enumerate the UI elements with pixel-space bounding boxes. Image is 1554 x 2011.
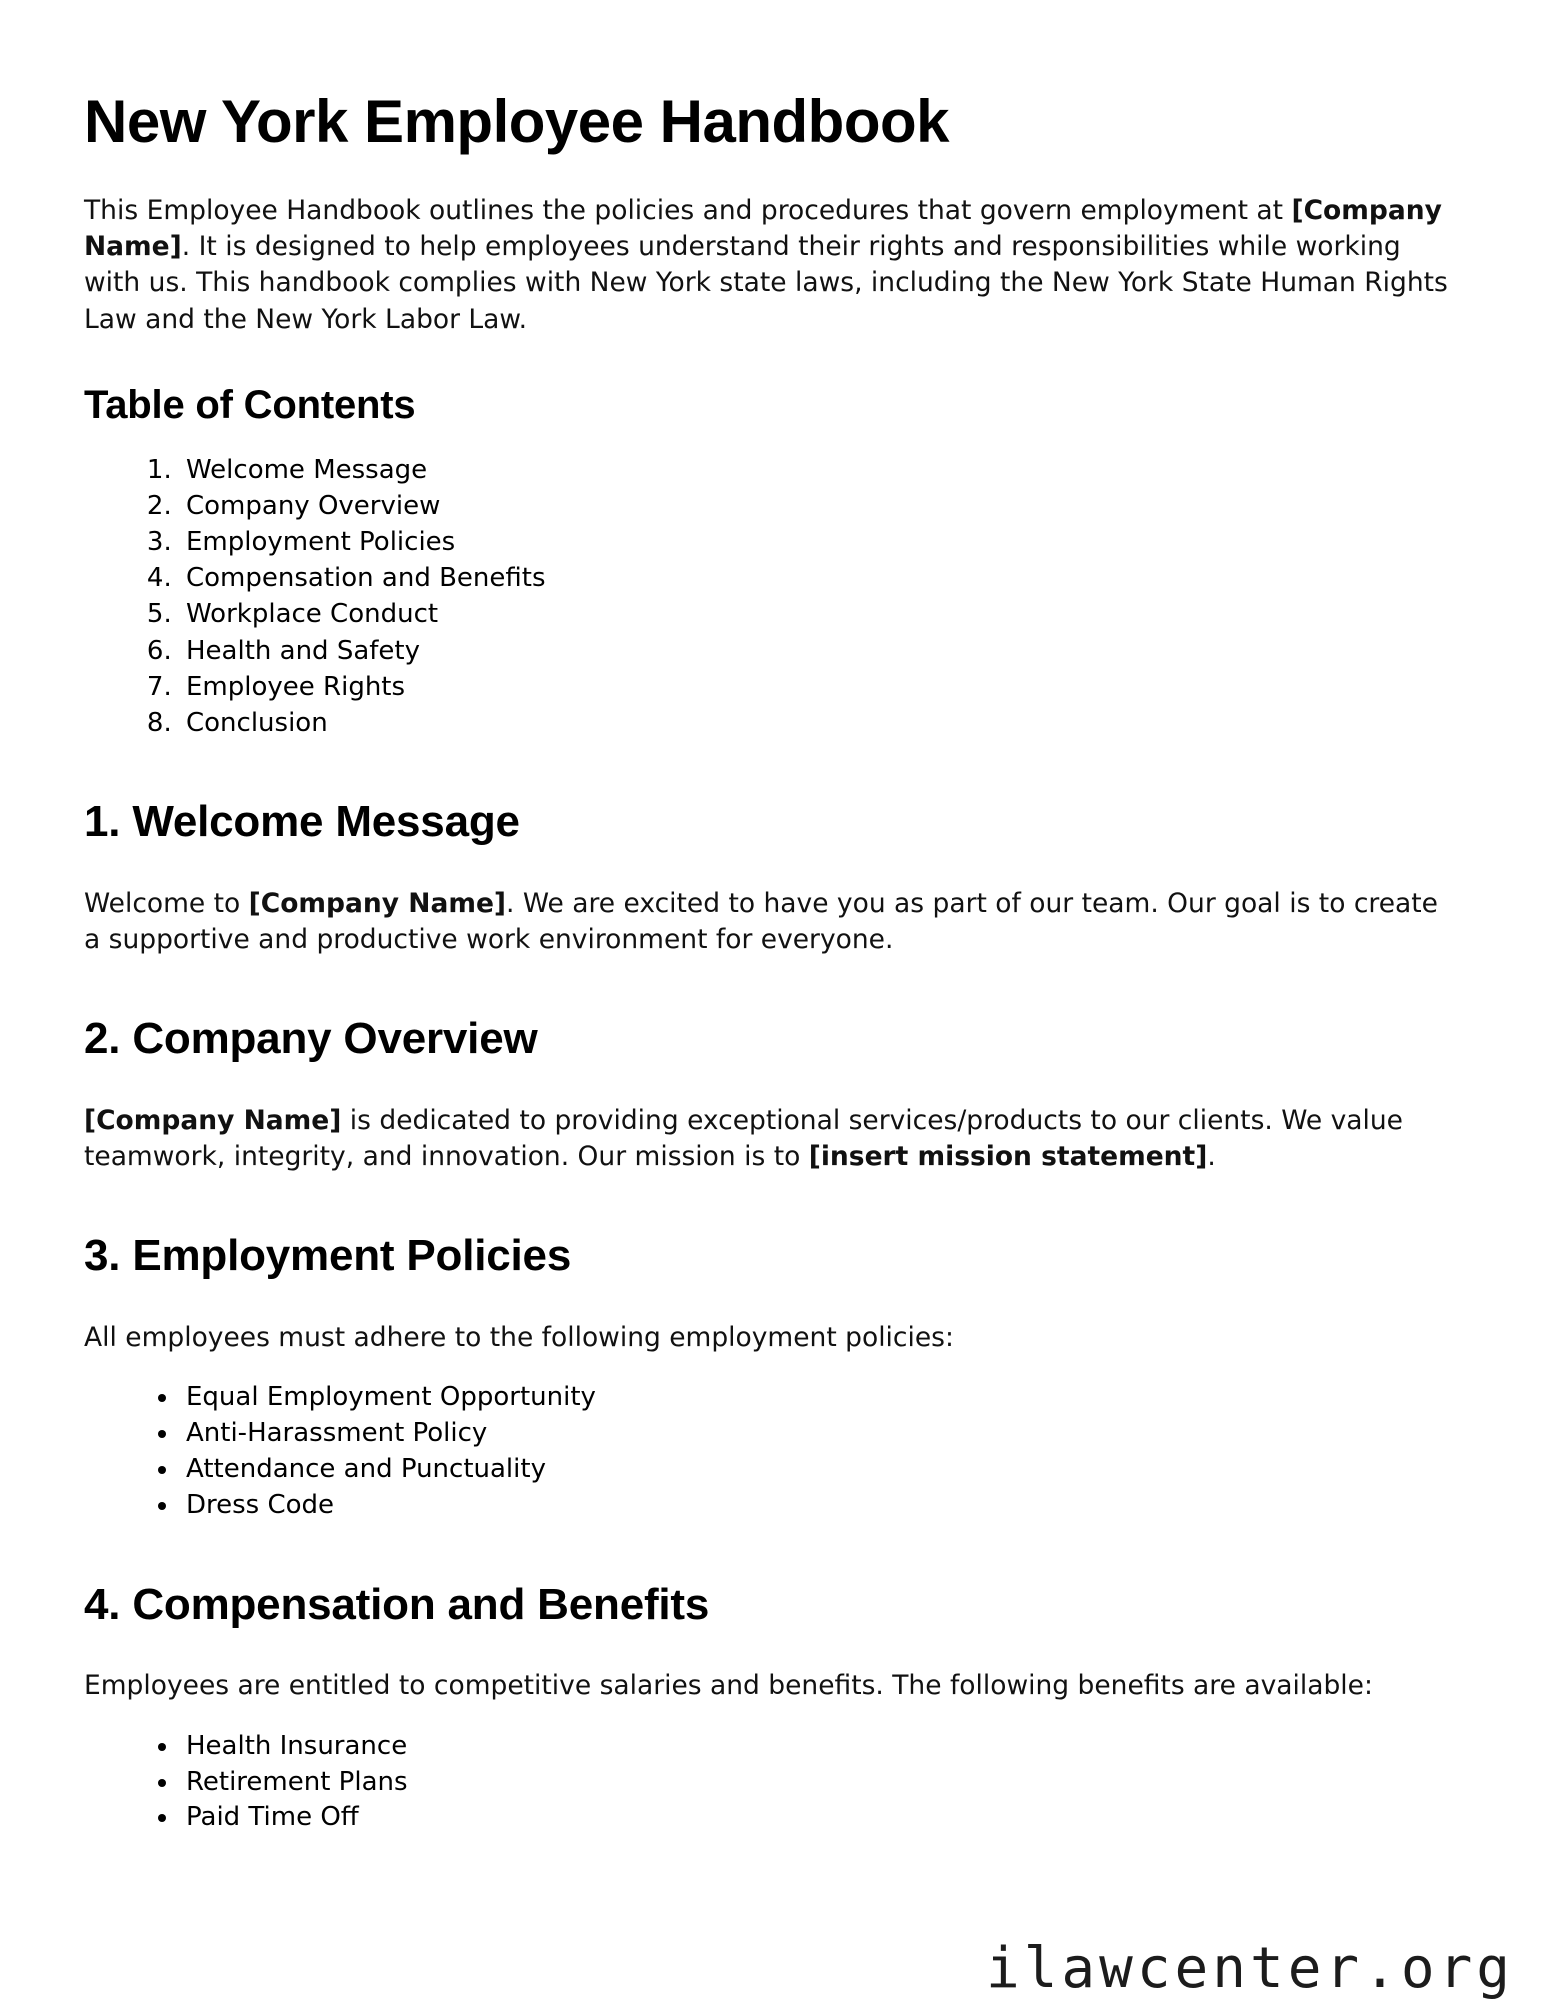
list-item[interactable]: 3. Employment Policies (180, 524, 1464, 560)
intro-text-part1: This Employee Handbook outlines the policies and procedures that govern employment at (84, 194, 1292, 226)
list-item: • Paid Time Off (180, 1800, 1464, 1836)
section-paragraph-company-overview (84, 1103, 1449, 1176)
overview-text-part1: is dedicated to providing exceptional services/products to our clients. We value teamwork, integrity, and innovation. Our mission is to (84, 1104, 1403, 1173)
list-item: • Health Insurance (180, 1729, 1464, 1765)
company-name-placeholder: [Company Name] (84, 194, 1442, 263)
welcome-text-part2: . We are excited to have you as part of our team. Our goal is to create a supportive and productive work environment for everyone. (84, 887, 1438, 955)
watermark: ilawcenter.org (985, 1936, 1514, 2001)
list-item: • Retirement Plans (180, 1765, 1464, 1801)
compensation-benefits-list (84, 1729, 1464, 1837)
toc-heading: Table of Contents (84, 382, 416, 427)
company-name-placeholder: [Company Name] (84, 1104, 342, 1136)
list-item: • Attendance and Punctuality (180, 1452, 1464, 1488)
list-item: • Anti-Harassment Policy (180, 1416, 1464, 1452)
list-item[interactable]: 1. Welcome Message (180, 452, 1464, 488)
section-heading-company-overview: 2. Company Overview (84, 1014, 538, 1064)
list-item[interactable]: 8. Conclusion (180, 705, 1464, 741)
welcome-text-part1: Welcome to (84, 887, 249, 919)
employment-policies-list (84, 1380, 1464, 1524)
section-paragraph-welcome-message (84, 886, 1449, 959)
table-of-contents-list (84, 452, 1464, 741)
list-item[interactable]: 2. Company Overview (180, 488, 1464, 524)
section-heading-welcome-message: 1. Welcome Message (84, 796, 520, 846)
intro-text-part2: . It is designed to help employees understand their rights and responsibilities while working with us. This handbook complies with New York state laws, including the New York State Human Rights Law and the New York Labor Law. (84, 231, 1448, 335)
list-item[interactable]: 5. Workplace Conduct (180, 596, 1464, 632)
list-item: • Equal Employment Opportunity (180, 1380, 1464, 1416)
list-item[interactable]: 6. Health and Safety (180, 633, 1464, 669)
page-title: New York Employee Handbook (84, 88, 949, 155)
section-paragraph-employment-policies: All employees must adhere to the following employment policies: (84, 1321, 954, 1353)
intro-paragraph (84, 193, 1449, 338)
list-item[interactable]: 4. Compensation and Benefits (180, 560, 1464, 596)
section-paragraph-compensation-and-benefits: Employees are entitled to competitive salaries and benefits. The following benefits are available: (84, 1670, 1373, 1702)
company-name-placeholder: [Company Name] (248, 887, 507, 919)
mission-statement-placeholder: [insert mission statement] (808, 1141, 1208, 1173)
document-body (84, 90, 1464, 1836)
list-item: • Dress Code (180, 1488, 1464, 1524)
section-heading-employment-policies: 3. Employment Policies (84, 1231, 572, 1281)
list-item[interactable]: 7. Employee Rights (180, 669, 1464, 705)
overview-text-part2: . (1207, 1141, 1216, 1173)
section-heading-compensation-and-benefits: 4. Compensation and Benefits (84, 1579, 710, 1629)
